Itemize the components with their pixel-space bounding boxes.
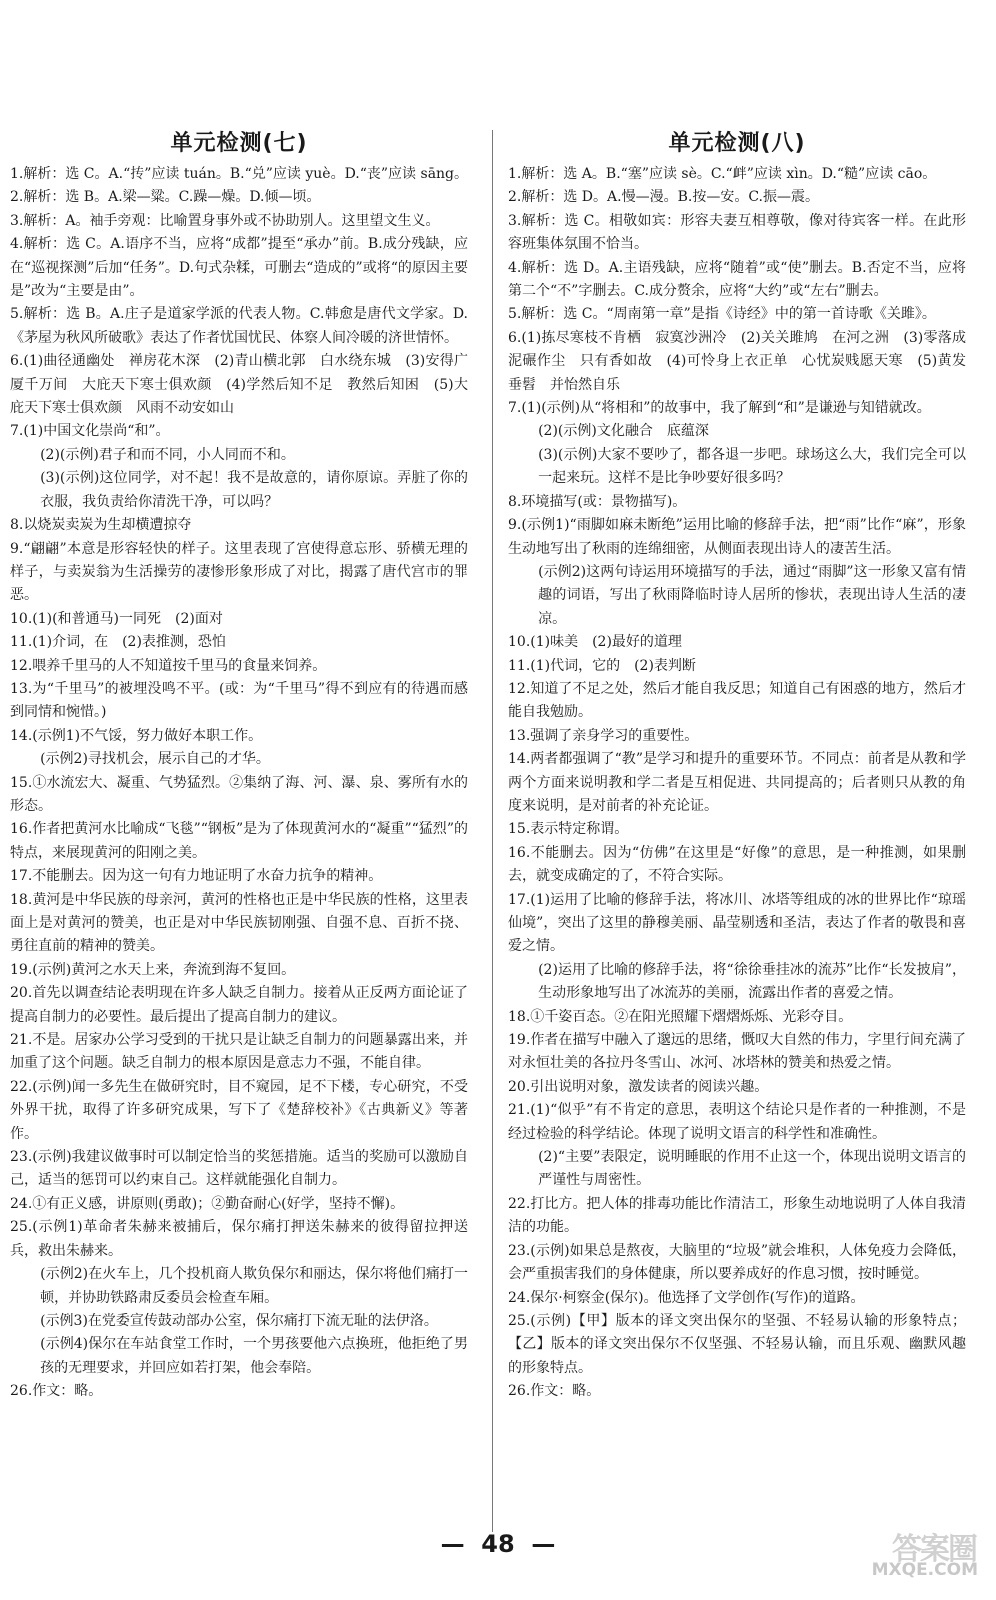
right-answer-item: 2.解析：选 D。A.慢—漫。B.按—安。C.振—震。 — [508, 189, 819, 206]
right-answer-item: (2)(示例)文化融合 底蕴深 — [538, 423, 709, 440]
left-answer-item: 22.(示例)闻一多先生在做研究时，目不窥园，足不下楼，专心研究，不受外界干扰，取得了许多研究成果，写下了《楚辞校补》《古典新义》等著作。 — [10, 1078, 468, 1142]
watermark-logo: 答案圈 — [892, 1532, 976, 1567]
left-answer-item: 20.首先以调查结论表明现在许多人缺乏自制力。接着从正反两方面论证了提高自制力的必要性。最后提出了提高自制力的建议。 — [10, 985, 468, 1025]
left-answer-item: (示例2)寻找机会，展示自己的才华。 — [40, 751, 270, 768]
left-answer-item: 15.①水流宏大、凝重、气势猛烈。②集纳了海、河、瀑、泉、雾所有水的形态。 — [10, 774, 468, 814]
left-answer-item: (示例2)在火车上，几个投机商人欺负保尔和丽达，保尔将他们痛打一顿，并协助铁路肃反委员会检查车厢。 — [40, 1266, 468, 1306]
right-answer-item: 8.环境描写(或：景物描写)。 — [508, 493, 687, 510]
right-answer-item: 13.强调了亲身学习的重要性。 — [508, 727, 699, 744]
left-answer-item: 9.“翩翩”本意是形容轻快的样子。这里表现了宫使得意忘形、骄横无理的样子，与卖炭翁为生活操劳的凄惨形象形成了对比，揭露了唐代宫市的罪恶。 — [10, 540, 468, 604]
page-number: — 48 — — [440, 1530, 556, 1558]
right-answer-item: 26.作文：略。 — [508, 1383, 601, 1400]
left-answer-item: 19.(示例)黄河之水天上来，奔流到海不复回。 — [10, 961, 296, 978]
right-column — [508, 126, 966, 1404]
right-answer-item: 3.解析：选 C。相敬如宾：形容夫妻互相尊敬，像对待宾客一样。在此形容班集体氛围不恰当。 — [508, 212, 966, 253]
left-answer-item: 4.解析：选 C。A.语序不当，应将“成都”提至“承办”前。B.成分残缺，应在“巡视探测”后加“任务”。D.句式杂糅，可删去“造成的”或将“的原因主要是”改为“主要是由”。 — [10, 236, 468, 300]
left-answer-item: 1.解析：选 C。A.“抟”应读 tuán。B.“兑”应读 yuè。D.“丧”应读 sāng。 — [10, 166, 469, 182]
left-answer-item: 2.解析：选 B。A.梁—粱。C.躁—燥。D.倾—顷。 — [10, 189, 321, 206]
watermark-url: MXQE.COM — [871, 1560, 978, 1580]
left-answer-item: (3)(示例)这位同学，对不起！我不是故意的，请你原谅。弄脏了你的衣服，我负责给你清洗干净，可以吗？ — [40, 470, 468, 510]
right-answer-item: 16.不能删去。因为“仿佛”在这里是“好像”的意思，是一种推测，如果删去，就变成确定的了，不符合实际。 — [508, 844, 966, 885]
left-answer-item: 10.(1)(和普通马)一同死 (2)面对 — [10, 610, 223, 627]
column-divider — [492, 130, 493, 1532]
left-answer-item: 18.黄河是中华民族的母亲河，黄河的性格也正是中华民族的性格，这里表面上是对黄河的赞美，也正是对中华民族韧刚强、自强不息、百折不挠、勇往直前的精神的赞美。 — [10, 891, 468, 955]
right-answer-list — [508, 163, 966, 1404]
right-answer-item: 12.知道了不足之处，然后才能自我反思；知道自己有困惑的地方，然后才能自我勉励。 — [508, 680, 966, 721]
left-answer-item: 3.解析：A。袖手旁观：比喻置身事外或不协助别人。这里望文生义。 — [10, 212, 440, 229]
left-answer-item: 17.不能删去。因为这一句有力地证明了水奋力抗争的精神。 — [10, 868, 383, 885]
right-answer-item: 9.(示例1)“雨脚如麻未断绝”运用比喻的修辞手法，把“雨”比作“麻”，形象生动地写出了秋雨的连绵细密，从侧面表现出诗人的凄苦生活。 — [508, 517, 966, 557]
left-answer-item: 23.(示例)我建议做事时可以制定恰当的奖惩措施。适当的奖励可以激励自己，适当的惩罚可以约束自己。这样就能强化自制力。 — [10, 1149, 468, 1189]
right-answer-item: 7.(1)(示例)从“将相和”的故事中，我了解到“和”是谦逊与知错就改。 — [508, 400, 931, 417]
watermark — [872, 1524, 982, 1580]
right-answer-item: 14.两者都强调了“教”是学习和提升的重要环节。不同点：前者是从教和学两个方面来说明教和学二者是互相促进、共同提高的；后者则只从教的角度来说明，是对前者的补充论证。 — [508, 751, 966, 814]
left-answer-item: 12.喂养千里马的人不知道按千里马的食量来饲养。 — [10, 657, 327, 674]
right-answer-item: 5.解析：选 C。“周南第一章”是指《诗经》中的第一首诗歌《关雎》。 — [508, 306, 936, 323]
right-answer-item: 17.(1)运用了比喻的修辞手法，将冰川、冰塔等组成的冰的世界比作“琼瑶仙境”，突出了这里的静穆美丽、晶莹剔透和圣洁，表达了作者的敬畏和喜爱之情。 — [508, 891, 966, 955]
left-answer-item: (示例4)保尔在车站食堂工作时，一个男孩要他六点换班，他拒绝了男孩的无理要求，并回应如若打架，他会奉陪。 — [40, 1336, 468, 1376]
left-answer-item: 14.(示例1)不气馁，努力做好本职工作。 — [10, 727, 263, 744]
right-section-title: 单元检测(八) — [668, 131, 806, 156]
right-answer-item: 19.作者在描写中融入了邈远的思绪，慨叹大自然的伟力，字里行间充满了对永恒壮美的各拉丹冬雪山、冰河、冰塔林的赞美和热爱之情。 — [508, 1032, 966, 1072]
right-answer-item: 21.(1)“似乎”有不肯定的意思，表明这个结论只是作者的一种推测，不是经过检验的科学结论。体现了说明文语言的科学性和准确性。 — [508, 1102, 966, 1142]
left-answer-item: 16.作者把黄河水比喻成“飞毯”“钢板”是为了体现黄河水的“凝重”“猛烈”的特点，来展现黄河的阳刚之美。 — [10, 821, 468, 861]
right-answer-item: 25.(示例)【甲】版本的译文突出保尔的坚强、不轻易认输的形象特点；【乙】版本的译文突出保尔不仅坚强、不轻易认输，而且乐观、幽默风趣的形象特点。 — [508, 1312, 966, 1376]
right-answer-item: (2)运用了比喻的修辞手法，将“徐徐垂挂冰的流苏”比作“长发披肩”，生动形象地写出了冰流苏的美丽，流露出作者的喜爱之情。 — [538, 961, 966, 1002]
left-section-title: 单元检测(七) — [170, 131, 308, 156]
left-answer-item: (示例3)在党委宣传鼓动部办公室，保尔痛打下流无耻的法伊洛。 — [40, 1312, 438, 1329]
right-answer-item: 20.引出说明对象，激发读者的阅读兴趣。 — [508, 1078, 769, 1095]
left-answer-item: 24.①有正义感，讲原则(勇敢)；②勤奋耐心(好学，坚持不懈)。 — [10, 1195, 405, 1212]
right-answer-item: 22.打比方。把人体的排毒功能比作清洁工，形象生动地说明了人体自我清洁的功能。 — [508, 1195, 966, 1236]
left-answer-item: 13.为“千里马”的被埋没鸣不平。(或：为“千里马”得不到应有的待遇而感到同情和惋惜。) — [10, 680, 468, 721]
right-answer-item: 15.表示特定称谓。 — [508, 821, 629, 838]
left-answer-item: 7.(1)中国文化崇尚“和”。 — [10, 423, 170, 440]
right-answer-item: 18.①千姿百态。②在阳光照耀下熠熠烁烁、光彩夺目。 — [508, 1008, 853, 1025]
left-answer-list — [10, 163, 468, 1404]
right-answer-item: (3)(示例)大家不要吵了，都各退一步吧。球场这么大，我们完全可以一起来玩。这样不是比争吵要好很多吗？ — [538, 446, 966, 487]
right-answer-item: 23.(示例)如果总是熬夜，大脑里的“垃圾”就会堆积，人体免疫力会降低，会严重损害我们的身体健康，所以要养成好的作息习惯，按时睡觉。 — [508, 1242, 966, 1283]
left-answer-item: 6.(1)曲径通幽处 禅房花木深 (2)青山横北郭 白水绕东城 (3)安得广厦千万间 大庇天下寒士俱欢颜 (4)学然后知不足 教然后知困 (5)大庇天下寒士俱欢颜 风雨不动安如山 — [10, 353, 468, 417]
left-answer-item: 21.不是。居家办公学习受到的干扰只是让缺乏自制力的问题暴露出来，并加重了这个问题。缺乏自制力的根本原因是意志力不强，不能自律。 — [10, 1032, 468, 1072]
left-answer-item: 11.(1)介词，在 (2)表推测，恐怕 — [10, 634, 226, 651]
right-answer-item: (示例2)这两句诗运用环境描写的手法，通过“雨脚”这一形象又富有情趣的词语，写出了秋雨降临时诗人居所的惨状，表现出诗人生活的凄凉。 — [538, 563, 966, 627]
left-answer-item: 8.以烧炭卖炭为生却横遭掠夺 — [10, 517, 192, 534]
right-answer-item: 1.解析：选 A。B.“塞”应读 sè。C.“衅”应读 xìn。D.“糙”应读 cāo。 — [508, 166, 937, 182]
left-answer-item: 5.解析：选 B。A.庄子是道家学派的代表人物。C.韩愈是唐代文学家。D.《茅屋为秋风所破歌》表达了作者忧国忧民、体察人间冷暖的济世情怀。 — [10, 306, 468, 346]
left-answer-item: (2)(示例)君子和而不同，小人同而不和。 — [40, 446, 295, 463]
right-answer-item: 10.(1)味美 (2)最好的道理 — [508, 634, 682, 651]
right-answer-item: (2)“主要”表限定，说明睡眠的作用不止这一个，体现出说明文语言的严谨性与周密性。 — [538, 1149, 966, 1189]
right-answer-item: 6.(1)拣尽寒枝不肯栖 寂寞沙洲冷 (2)关关雎鸠 在河之洲 (3)零落成泥碾作尘 只有香如故 (4)可怜身上衣正单 心忧炭贱愿天寒 (5)黄发垂髫 并怡然自乐 — [508, 329, 966, 393]
right-answer-item: 4.解析：选 D。A.主语残缺，应将“随着”或“使”删去。B.否定不当，应将第二个“不”字删去。C.成分赘余，应将“大约”或“左右”删去。 — [508, 259, 966, 300]
left-column — [10, 126, 468, 1404]
left-answer-item: 26.作文：略。 — [10, 1383, 103, 1400]
right-answer-item: 24.保尔·柯察金(保尔)。他选择了文学创作(写作)的道路。 — [508, 1289, 865, 1306]
left-answer-item: 25.(示例1)革命者朱赫来被捕后，保尔痛打押送朱赫来的彼得留拉押送兵，救出朱赫来。 — [10, 1219, 468, 1259]
page-number-value: 48 — [481, 1530, 515, 1558]
right-answer-item: 11.(1)代词，它的 (2)表判断 — [508, 657, 696, 674]
